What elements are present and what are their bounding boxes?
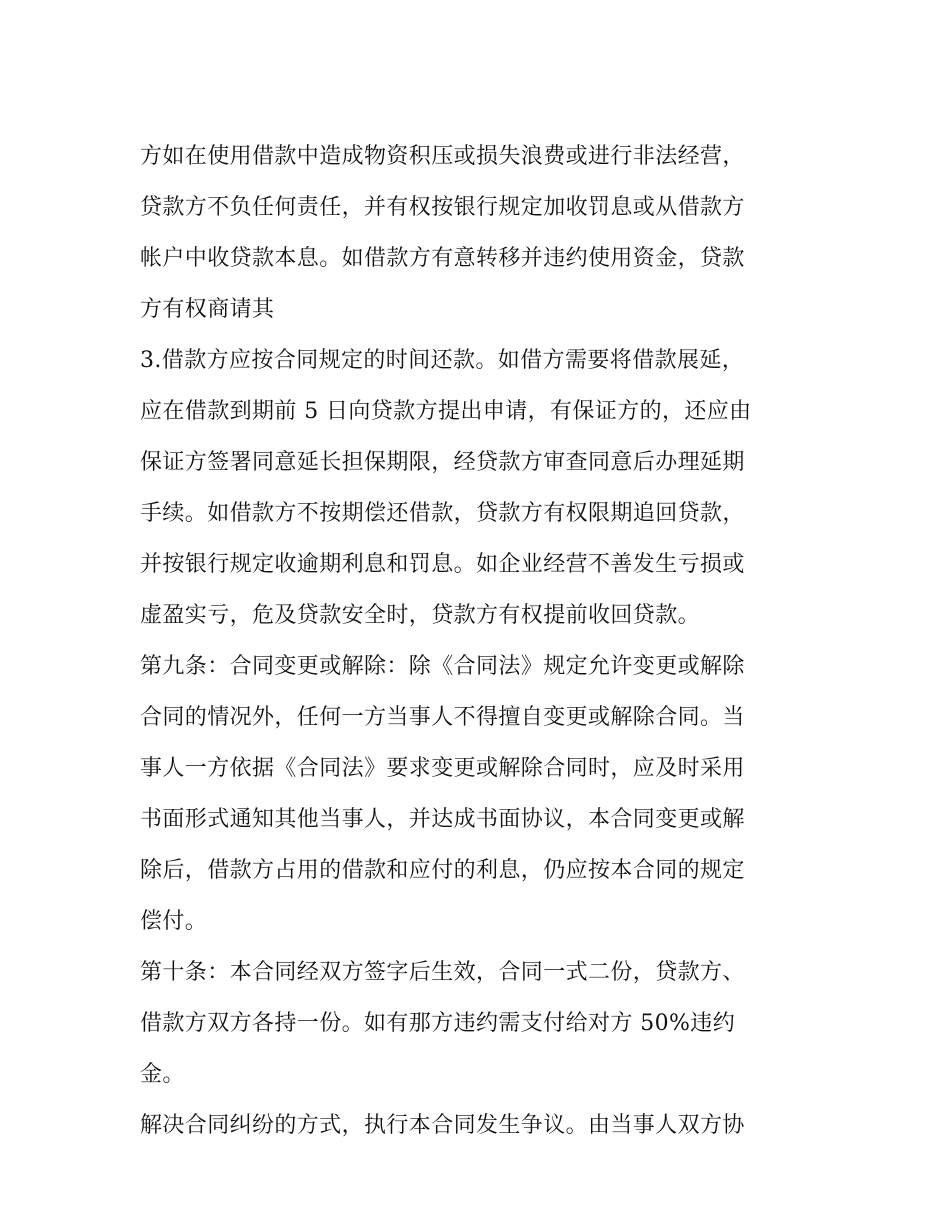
text-line: 应在借款到期前 5 日向贷款方提出申请，有保证方的，还应由 (140, 399, 752, 424)
text-line: 3.借款方应按合同规定的时间还款。如借方需要将借款展延， (140, 348, 745, 373)
text-line: 手续。如借款方不按期偿还借款，贷款方有权限期追回贷款， (140, 501, 745, 526)
text-line: 借款方双方各持一份。如有那方违约需支付给对方 50%违约 (140, 1011, 736, 1036)
text-line: 方有权商请其 (140, 297, 275, 322)
text-line: 书面形式通知其他当事人，并达成书面协议，本合同变更或解 (140, 807, 745, 832)
document-body (140, 131, 820, 1151)
text-line: 帐户中收贷款本息。如借款方有意转移并违约使用资金，贷款 (140, 246, 745, 271)
text-line: 解决合同纠纷的方式，执行本合同发生争议。由当事人双方协 (140, 1113, 745, 1138)
text-line: 并按银行规定收逾期利息和罚息。如企业经营不善发生亏损或 (140, 552, 745, 577)
text-line: 除后，借款方占用的借款和应付的利息，仍应按本合同的规定 (140, 858, 745, 883)
text-line: 金。 (140, 1062, 185, 1087)
text-line: 保证方签署同意延长担保期限，经贷款方审查同意后办理延期 (140, 450, 745, 475)
text-line: 第十条：本合同经双方签字后生效，合同一式二份，贷款方、 (140, 960, 745, 985)
text-line: 第九条：合同变更或解除：除《合同法》规定允许变更或解除 (140, 654, 745, 679)
text-line: 事人一方依据《合同法》要求变更或解除合同时，应及时采用 (140, 756, 745, 781)
text-line: 方如在使用借款中造成物资积压或损失浪费或进行非法经营， (140, 144, 745, 169)
text-line: 合同的情况外，任何一方当事人不得擅自变更或解除合同。当 (140, 705, 745, 730)
text-line: 虚盈实亏，危及贷款安全时，贷款方有权提前收回贷款。 (140, 603, 701, 628)
text-line: 贷款方不负任何责任，并有权按银行规定加收罚息或从借款方 (140, 195, 745, 220)
text-line: 偿付。 (140, 909, 208, 934)
